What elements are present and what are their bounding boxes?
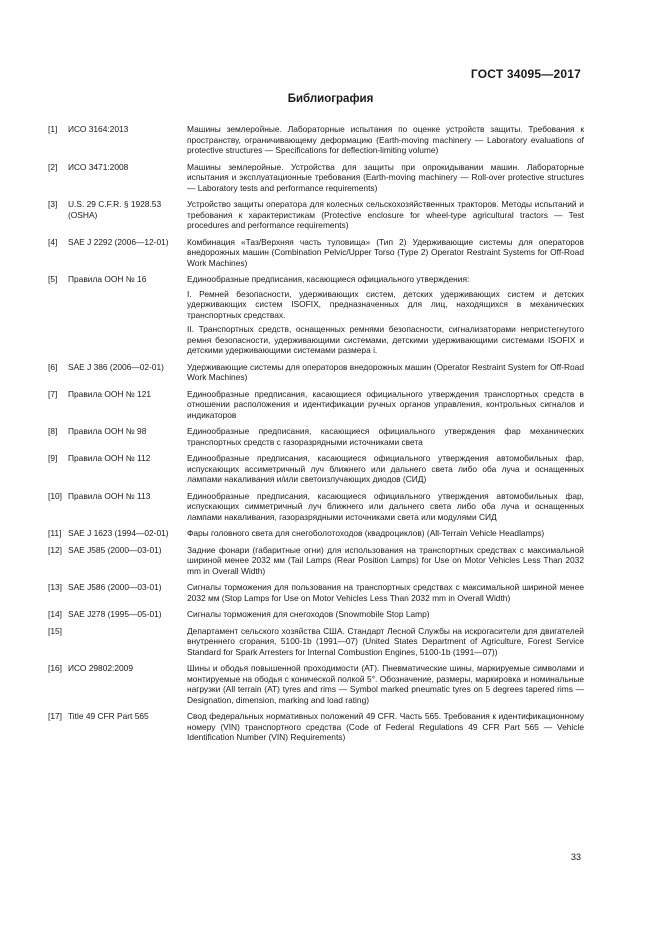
reference-entry [48, 545, 584, 577]
reference-description [187, 453, 584, 485]
reference-number: [2] [48, 161, 58, 172]
reference-source: Правила ООН № 16 [68, 274, 147, 284]
reference-paragraph: Свод федеральных нормативных положений 49 CFR. Часть 565. Требования к идентификационному номеру (VIN) транспортного средства (Code of Federal Regulations 49 CFR Part 565 — Vehicle Identification Number (VIN) Requirements) [187, 711, 584, 742]
reference-description [187, 582, 584, 603]
page-title: Библиография [287, 93, 374, 105]
reference-source: ИСО 3471:2008 [68, 161, 129, 172]
reference-description [187, 199, 584, 231]
reference-description [187, 528, 584, 539]
reference-paragraph: Единообразные предписания, касающиеся официального утверждения автомобильных фар, испускающих ассиметричный луч ближнего или дальнего света либо оба луча и оснащенных лампами накаливания и/или светоизлучающих диодов (СИД) [187, 453, 584, 484]
reference-source: Правила ООН № 113 [68, 490, 151, 501]
reference-number: [14] [48, 609, 62, 619]
reference-paragraph: Задние фонари (габаритные огни) для использования на транспортных средствах с максимальной шириной менее 2032 мм (Tail Lamps (Rear Position Lamps) for Use on Motor Vehicles Less Than 2032 mm in Overall Width) [187, 544, 584, 576]
reference-number: [12] [48, 544, 62, 555]
reference-description [187, 663, 584, 705]
reference-number: [11] [48, 528, 62, 538]
reference-paragraph: Единообразные предписания, касающиеся официального утверждения транспортных средств в отношении расположения и идентификации ручных органов управления, контрольных сигналов и индикаторов [187, 388, 584, 420]
reference-entry [48, 274, 584, 356]
reference-entry [48, 663, 584, 705]
reference-entry [48, 199, 584, 231]
reference-entry [48, 362, 584, 383]
reference-paragraph: Шины и ободья повышенной проходимости (AT). Пневматические шины, маркируемые символами и монтируемые на ободья с конической полкой 5°. Обозначение, размеры, маркировка и номинальные нагрузки (All terrain (AT) tyres and rims — Symbol marked pneumatic tyres on 5 degrees tapered rims — Designation, dimension, marking and load rating) [187, 663, 584, 705]
reference-description [187, 491, 584, 523]
reference-source: SAE J278 (1995—05-01) [68, 609, 162, 619]
reference-paragraph: Комбинация «Таз/Верхняя часть туловища» (Тип 2) Удерживающие системы для операторов внедорожных машин (Combination Pelvic/Upper Torso (Type 2) Operator Restraint Systems for Off-Road Work Machines) [187, 236, 584, 268]
reference-paragraph: Удерживающие системы для операторов внедорожных машин (Operator Restraint System for Off-Road Work Machines) [187, 361, 584, 382]
reference-source: ИСО 29802:2009 [68, 663, 133, 673]
reference-description [187, 426, 584, 447]
reference-entry [48, 237, 584, 269]
reference-paragraph: Департамент сельского хозяйства США. Стандарт Лесной Службы на искрогасители для двигателей внутреннего сгорания, 5100-1b (1991—07) (United States Department of Agriculture, Forest Service Standard for Spark Arresters for Internal Combustion Engines, 5100-1b (1991—07)) [187, 625, 584, 657]
reference-description [187, 626, 584, 658]
reference-source: U.S. 29 C.F.R. § 1928.53 (OSHA) [68, 199, 162, 220]
reference-description [187, 237, 584, 269]
reference-paragraph: Фары головного света для снегоболотоходов (квадроциклов) (All-Terrain Vehicle Headlamps) [187, 528, 545, 538]
reference-entry [48, 582, 584, 603]
reference-source: SAE J 386 (2006—02-01) [68, 361, 164, 372]
reference-paragraph: Устройство защиты оператора для колесных сельскохозяйственных тракторов. Методы испытаний и требования к характеристикам (Protective enclosure for wheel-type agricultural tractors — Test procedures and performance requirements) [187, 199, 584, 230]
reference-source: Title 49 CFR Part 565 [68, 711, 149, 721]
standard-id: ГОСТ 34095—2017 [470, 67, 581, 81]
reference-source: SAE J 2292 (2006—12-01) [68, 236, 169, 247]
reference-number: [1] [48, 124, 58, 134]
reference-description [187, 124, 584, 156]
reference-number: [8] [48, 426, 58, 436]
reference-entry [48, 626, 584, 658]
reference-entry [48, 124, 584, 156]
reference-description [187, 162, 584, 194]
reference-number: [13] [48, 582, 62, 592]
reference-number: [5] [48, 274, 58, 284]
reference-source: ИСО 3164:2013 [68, 124, 129, 134]
reference-paragraph: Машины землеройные. Устройства для защиты при опрокидывании машин. Лабораторные испытания и эксплуатационные требования (Earth-moving machinery — Roll-over protective structures — Laboratory tests and performance requirements) [187, 161, 584, 193]
reference-number: [9] [48, 453, 58, 463]
reference-paragraph: I. Ремней безопасности, удерживающих систем, детских удерживающих систем и детских удерживающих систем ISOFIX, предназначенных для лиц, находящихся в механических транспортных средствах. [187, 288, 584, 320]
reference-source [64, 626, 187, 658]
reference-number: [16] [48, 663, 62, 673]
bibliography-list [48, 124, 584, 749]
reference-number: [15] [48, 625, 62, 636]
reference-paragraph: Единообразные предписания, касающиеся официального утверждения автомобильных фар, испускающих симметричный луч ближнего или дальнего света либо оба луча и оснащенных лампами накаливания, газоразрядными источниками света или модулями СИД [187, 490, 584, 522]
reference-number: [17] [48, 711, 62, 721]
reference-entry [48, 528, 584, 539]
reference-number: [6] [48, 361, 58, 372]
reference-paragraph: Машины землеройные. Лабораторные испытания по оценке устройств защиты. Требования к пространству, ограничивающему деформацию (Earth-moving machinery — Laboratory evaluations of protective structures — Specifications for deflection-limiting volume) [187, 124, 584, 155]
reference-entry [48, 162, 584, 194]
reference-source: Правила ООН № 112 [68, 453, 151, 463]
reference-paragraph: Сигналы торможения для снегоходов (Snowmobile Stop Lamp) [187, 609, 430, 619]
reference-source: SAE J586 (2000—03-01) [68, 582, 162, 592]
reference-description [187, 274, 584, 356]
reference-source: SAE J 1623 (1994—02-01) [68, 528, 169, 538]
reference-description [187, 609, 584, 620]
reference-description [187, 711, 584, 743]
reference-number: [7] [48, 388, 58, 399]
reference-entry [48, 609, 584, 620]
reference-number: [3] [48, 199, 58, 209]
reference-entry [48, 453, 584, 485]
reference-source: Правила ООН № 98 [68, 426, 147, 436]
reference-paragraph: Единообразные предписания, касающиеся официального утверждения: [187, 274, 470, 284]
reference-entry [48, 389, 584, 421]
reference-paragraph: Единообразные предписания, касающиеся официального утверждения фар механических транспортных средств с газоразрядными источниками света [187, 426, 584, 447]
reference-description [187, 362, 584, 383]
reference-source: Правила ООН № 121 [68, 388, 152, 399]
reference-number: [4] [48, 236, 58, 247]
page-number: 33 [570, 852, 581, 862]
reference-description [187, 389, 584, 421]
reference-entry [48, 711, 584, 743]
reference-number: [10] [48, 490, 62, 501]
reference-entry [48, 426, 584, 447]
reference-entry [48, 491, 584, 523]
reference-paragraph: Сигналы торможения для пользования на транспортных средствах с максимальной шириной менее 2032 мм (Stop Lamps for Use on Motor Vehicles Less Than 2032 mm in Overall Width) [187, 582, 584, 603]
reference-source: SAE J585 (2000—03-01) [68, 544, 162, 555]
reference-description [187, 545, 584, 577]
reference-paragraph: II. Транспортных средств, оснащенных ремнями безопасности, сигнализаторами непристегнутого ремня безопасности, удерживающими системами, детскими удерживающими системами ISOFIX и детскими удерживающими системами размера i. [187, 324, 584, 355]
